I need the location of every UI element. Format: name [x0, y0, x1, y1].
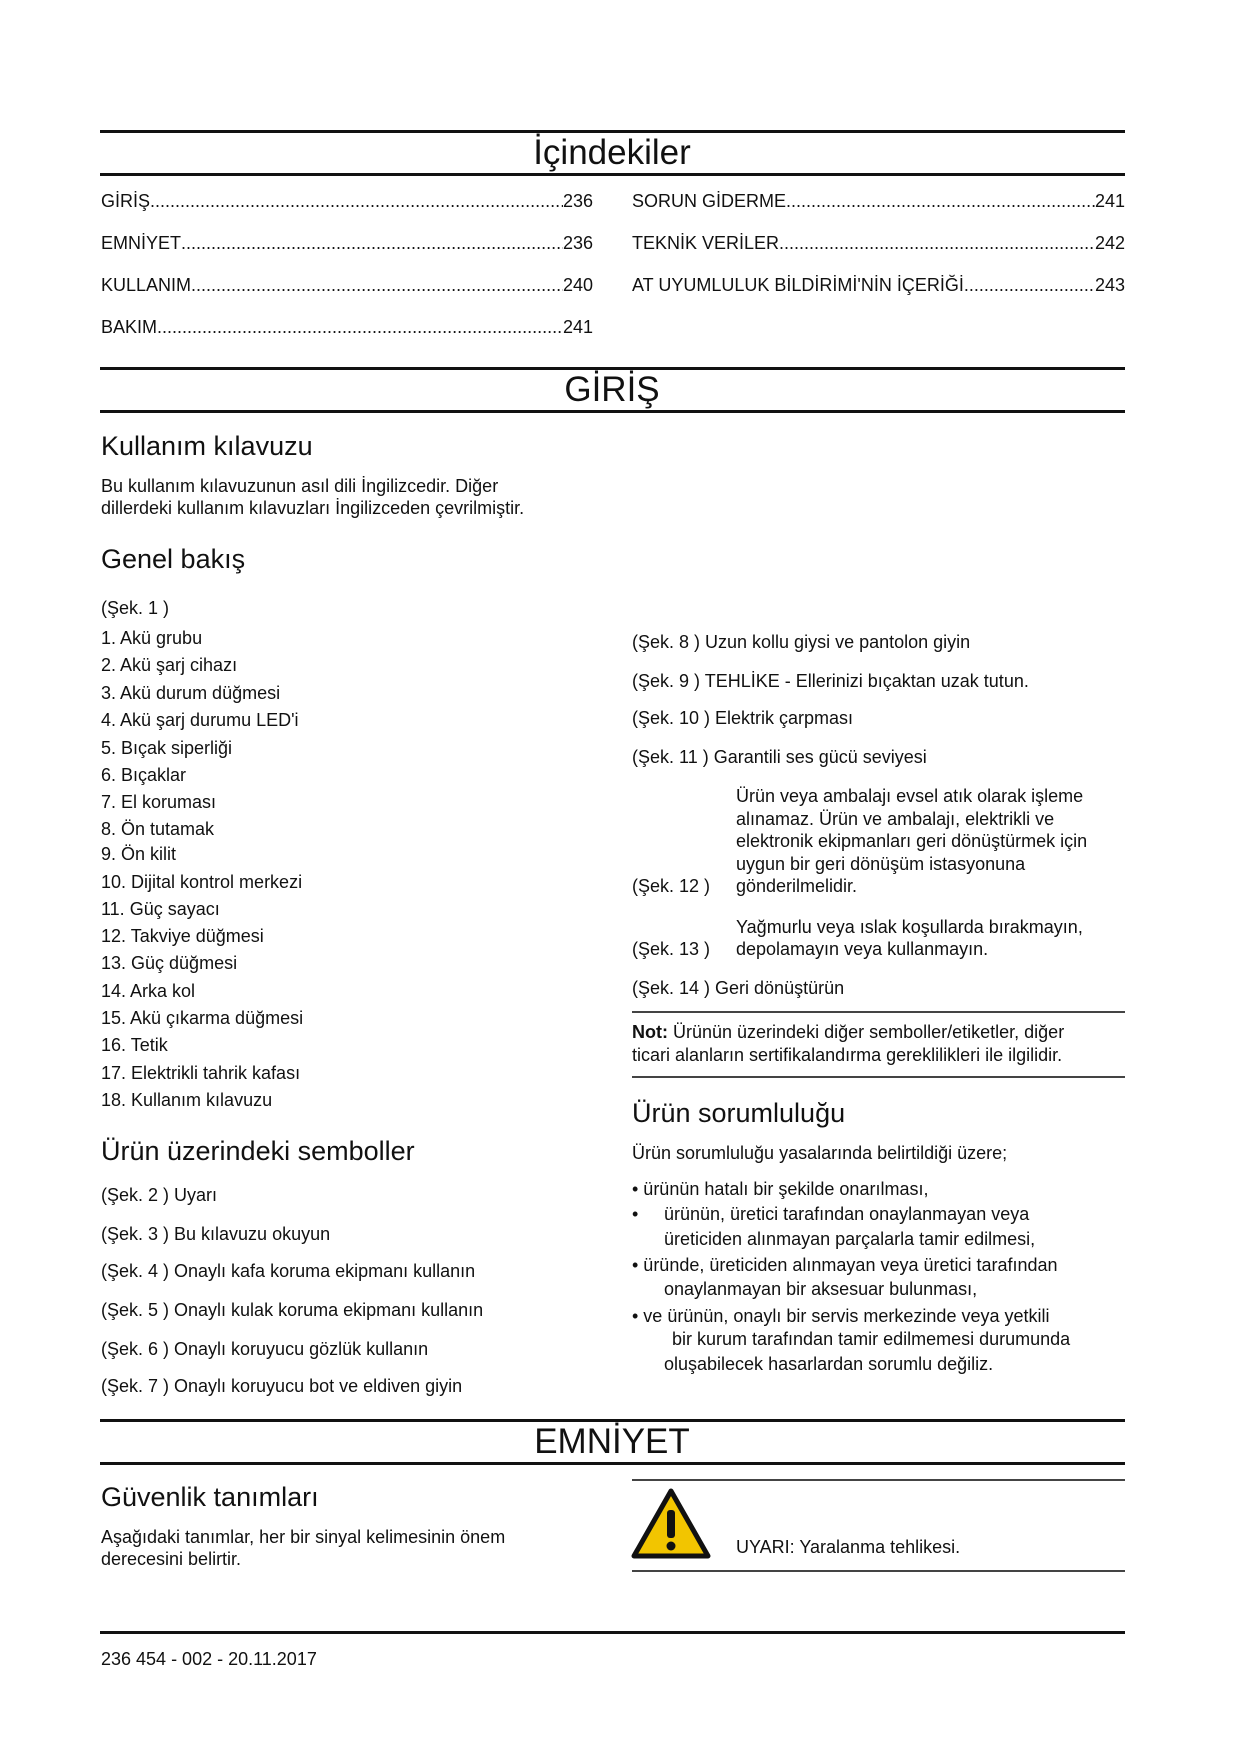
- toc-entry-page: 241: [562, 317, 593, 337]
- symbol-12-line: gönderilmelidir.: [736, 876, 858, 896]
- overview-list-item: 1. Akü grubu: [101, 628, 203, 648]
- warning-label: UYARI:: [736, 1537, 795, 1557]
- overview-list-item: 16. Tetik: [101, 1035, 168, 1055]
- warning-top-rule: [632, 1479, 1125, 1481]
- toc-entry-giris[interactable]: [101, 190, 593, 212]
- safety-defs-line-1: Aşağıdaki tanımlar, her bir sinyal kelimesinin önem: [101, 1527, 506, 1547]
- overview-list-item: 13. Güç düğmesi: [101, 953, 238, 973]
- overview-list-item: 8. Ön tutamak: [101, 819, 215, 839]
- liability-bullet-text: bir kurum tarafından tamir edilmemesi durumunda: [672, 1329, 1071, 1349]
- giris-title: GİRİŞ: [564, 370, 660, 409]
- manual-heading: Kullanım kılavuzu: [101, 431, 313, 461]
- symbols-heading: Ürün üzerindeki semboller: [101, 1136, 415, 1166]
- liability-bullet-text: oluşabilecek hasarlardan sorumlu değiliz.: [664, 1354, 994, 1374]
- toc-leader: [191, 274, 563, 296]
- overview-list-item: 3. Akü durum düğmesi: [101, 683, 281, 703]
- overview-list-item: 17. Elektrikli tahrik kafası: [101, 1063, 301, 1083]
- overview-figure-ref: (Şek. 1 ): [101, 598, 170, 618]
- symbol-item: (Şek. 10 ) Elektrik çarpması: [632, 708, 854, 728]
- overview-list-item: 12. Takviye düğmesi: [101, 926, 264, 946]
- overview-list-item: 6. Bıçaklar: [101, 765, 187, 785]
- manual-text-line-1: Bu kullanım kılavuzunun asıl dili İngilizcedir. Diğer: [101, 476, 499, 496]
- toc-entry-label: SORUN GİDERME: [632, 191, 787, 211]
- toc-bottom-rule: [100, 173, 1125, 176]
- symbol-item: (Şek. 4 ) Onaylı kafa koruma ekipmanı kullanın: [101, 1261, 476, 1281]
- symbol-12-line: elektronik ekipmanları geri dönüştürmek için: [736, 831, 1088, 851]
- symbol-13-line: Yağmurlu veya ıslak koşullarda bırakmayın,: [736, 917, 1083, 937]
- manual-text-line-2: dillerdeki kullanım kılavuzları İngilizceden çevrilmiştir.: [101, 498, 525, 518]
- toc-entry-page: 240: [562, 275, 593, 295]
- liability-bullet: • ve ürünün, onaylı bir servis merkezinde veya yetkili: [632, 1306, 1050, 1326]
- toc-entry-label: KULLANIM: [101, 275, 192, 295]
- footer-doc-number: 236 454 - 002 - 20.11.2017: [101, 1649, 317, 1669]
- liability-heading: Ürün sorumluluğu: [632, 1098, 846, 1128]
- toc-entry-bakim[interactable]: [101, 316, 593, 338]
- toc-entry-label: TEKNİK VERİLER: [632, 233, 780, 253]
- symbol-13-ref: (Şek. 13 ): [632, 939, 711, 959]
- symbol-item: (Şek. 7 ) Onaylı koruyucu bot ve eldiven giyin: [101, 1376, 463, 1396]
- symbol-12-line: alınamaz. Ürün ve ambalajı, elektrikli ve: [736, 809, 1055, 829]
- giris-bottom-rule: [100, 410, 1125, 413]
- note-text: Ürünün üzerindeki diğer semboller/etiketler, diğer: [667, 1022, 1065, 1042]
- warning-bottom-rule: [632, 1570, 1125, 1572]
- overview-list-item: 15. Akü çıkarma düğmesi: [101, 1008, 304, 1028]
- note-label: Not:: [632, 1022, 668, 1042]
- note-top-rule: [632, 1011, 1125, 1013]
- overview-list-item: 18. Kullanım kılavuzu: [101, 1090, 273, 1110]
- toc-entry-kullanim[interactable]: [101, 274, 593, 296]
- toc-entry-page: 241: [1094, 191, 1125, 211]
- toc-entry-page: 236: [562, 191, 593, 211]
- symbol-item: (Şek. 6 ) Onaylı koruyucu gözlük kullanın: [101, 1339, 429, 1359]
- toc-title: İçindekiler: [533, 133, 691, 172]
- toc-leader: [964, 274, 1095, 296]
- symbol-item: (Şek. 2 ) Uyarı: [101, 1185, 218, 1205]
- liability-bullet-text: onaylanmayan bir aksesuar bulunması,: [664, 1279, 978, 1299]
- toc-entry-page: 243: [1094, 275, 1125, 295]
- toc-entry-sorun-giderme[interactable]: [632, 190, 1125, 212]
- toc-entry-page: 242: [1094, 233, 1125, 253]
- toc-entry-label: BAKIM: [101, 317, 158, 337]
- overview-list-item: 4. Akü şarj durumu LED'i: [101, 710, 299, 730]
- note-line-1: [632, 1021, 1064, 1044]
- safety-defs-heading: Güvenlik tanımları: [101, 1482, 319, 1512]
- toc-entry-label: AT UYUMLULUK BİLDİRİMİ'NİN İÇERİĞİ: [632, 275, 964, 295]
- liability-bullet-text: üreticiden alınmayan parçalarla tamir edilmesi,: [664, 1229, 1036, 1249]
- liability-bullet: • üründe, üreticiden alınmayan veya üretici tarafından: [632, 1255, 1058, 1275]
- overview-list-item: 2. Akü şarj cihazı: [101, 655, 238, 675]
- symbol-item: (Şek. 8 ) Uzun kollu giysi ve pantolon giyin: [632, 632, 971, 652]
- symbol-item: (Şek. 11 ) Garantili ses gücü seviyesi: [632, 747, 927, 767]
- liability-bullet: • ürünün hatalı bir şekilde onarılması,: [632, 1179, 929, 1199]
- emniyet-bottom-rule: [100, 1462, 1125, 1465]
- toc-entry-page: 236: [562, 233, 593, 253]
- warning-line: [736, 1536, 960, 1559]
- overview-list-item: 11. Güç sayacı: [101, 899, 220, 919]
- symbol-item: (Şek. 3 ) Bu kılavuzu okuyun: [101, 1224, 331, 1244]
- overview-list-item: 7. El koruması: [101, 792, 217, 812]
- emniyet-title: EMNİYET: [534, 1422, 690, 1461]
- toc-entry-label: EMNİYET: [101, 233, 182, 253]
- overview-list-item: 9. Ön kilit: [101, 844, 177, 864]
- symbol-12-line: uygun bir geri dönüşüm istasyonuna: [736, 854, 1026, 874]
- symbol-12-line: Ürün veya ambalajı evsel atık olarak işleme: [736, 786, 1084, 806]
- toc-entry-emniyet[interactable]: [101, 232, 593, 254]
- toc-entry-at-uyumluluk[interactable]: [632, 274, 1125, 296]
- symbol-14: (Şek. 14 ) Geri dönüştürün: [632, 978, 845, 998]
- toc-leader: [779, 232, 1095, 254]
- symbol-13-line: depolamayın veya kullanmayın.: [736, 939, 989, 959]
- overview-list-item: 5. Bıçak siperliği: [101, 738, 233, 758]
- symbol-item: (Şek. 9 ) TEHLİKE - Ellerinizi bıçaktan uzak tutun.: [632, 671, 1029, 691]
- warning-triangle-icon: [631, 1488, 711, 1560]
- note-bottom-rule: [632, 1076, 1125, 1078]
- symbol-item: (Şek. 5 ) Onaylı kulak koruma ekipmanı kullanın: [101, 1300, 484, 1320]
- toc-entry-label: GİRİŞ: [101, 191, 151, 211]
- toc-leader: [150, 190, 563, 212]
- safety-defs-line-2: derecesini belirtir.: [101, 1549, 242, 1569]
- toc-entry-teknik-veriler[interactable]: [632, 232, 1125, 254]
- overview-list-item: 14. Arka kol: [101, 981, 196, 1001]
- liability-bullet-text: ürünün, üretici tarafından onaylanmayan veya: [664, 1204, 1030, 1224]
- note-line-2: ticari alanların sertifikalandırma gereklilikleri ile ilgilidir.: [632, 1045, 1063, 1065]
- footer-rule: [100, 1631, 1125, 1634]
- toc-leader: [157, 316, 563, 338]
- overview-heading: Genel bakış: [101, 544, 246, 574]
- symbol-12-ref: (Şek. 12 ): [632, 876, 711, 896]
- overview-list-item: 10. Dijital kontrol merkezi: [101, 872, 303, 892]
- toc-leader: [181, 232, 563, 254]
- liability-bullet: •: [632, 1204, 639, 1224]
- warning-text: Yaralanma tehlikesi.: [794, 1537, 961, 1557]
- toc-leader: [786, 190, 1095, 212]
- liability-intro: Ürün sorumluluğu yasalarında belirtildiği üzere;: [632, 1143, 1008, 1163]
